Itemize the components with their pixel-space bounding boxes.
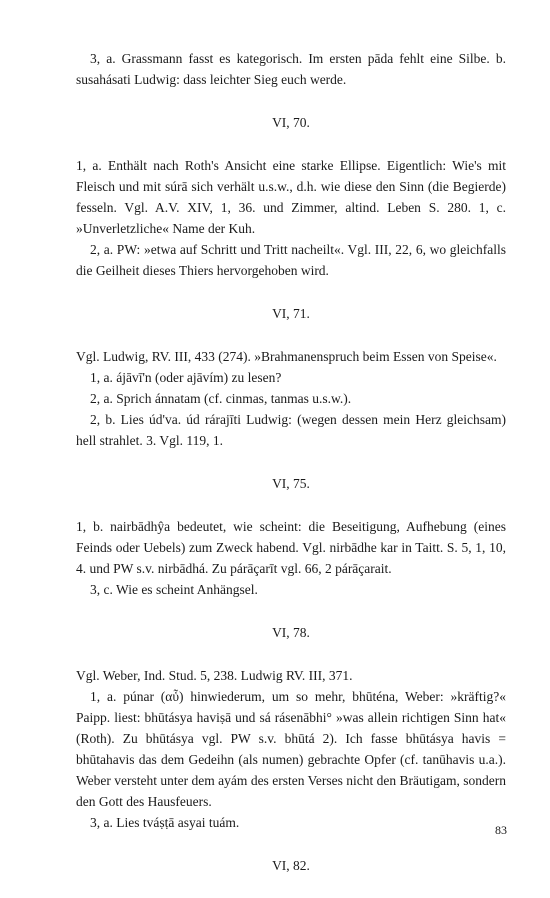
paragraph: 3, a. Grassmann fasst es kategorisch. Im ersten pāda fehlt eine Silbe. b. susahásati Ludwig: dass leichter Sieg euch werde. [76, 51, 506, 87]
paragraph: Vgl. Weber, Ind. Stud. 5, 238. Ludwig RV. III, 371. [76, 668, 353, 683]
page-body [76, 48, 506, 898]
paragraph: 3, a. Lies tváṣṭā asyai tuám. [90, 815, 240, 830]
section-heading: VI, 71. [272, 306, 310, 321]
paragraph: 1, b. nairbādhŷa bedeutet, wie scheint: die Beseitigung, Aufhebung (eines Feinds oder Uebels) zum Zweck habend. Vgl. nirbādhe kar in Taitt. S. 5, 1, 10, 4. und PW s.v. nirbādhá. Zu párāçarīt vgl. 66, 2 párāçarait. [76, 519, 506, 576]
paragraph: 2, b. Lies úd'va. úd rárajīti Ludwig: (wegen dessen mein Herz gleichsam) hell strahlet. 3. Vgl. 119, 1. [76, 412, 506, 448]
section-heading: VI, 78. [272, 625, 310, 640]
section-heading: VI, 70. [272, 115, 310, 130]
paragraph: 1, a. Enthält nach Roth's Ansicht eine starke Ellipse. Eigentlich: Wie's mit Fleisch und mit súrā sich verhält u.s.w., d.h. wie diese den Sinn (die Begierde) fesseln. Vgl. A.V. XIV, 1, 36. und Zimmer, altind. Leben S. 280. 1, c. »Unverletzliche« Name der Kuh. [76, 158, 506, 236]
paragraph: Vgl. Ludwig, RV. III, 433 (274). »Brahmanenspruch beim Essen von Speise«. [76, 349, 497, 364]
page-number: 83 [495, 823, 507, 837]
paragraph: 2, a. PW: »etwa auf Schritt und Tritt nacheilt«. Vgl. III, 22, 6, wo gleichfalls die Geilheit dieses Thiers hervorgehoben wird. [76, 242, 506, 278]
paragraph: 2, a. Sprich ánnatam (cf. cinmas, tanmas u.s.w.). [90, 391, 352, 406]
section-heading: VI, 75. [272, 476, 310, 491]
section-heading: VI, 82. [272, 858, 310, 873]
paragraph: 3, c. Wie es scheint Anhängsel. [90, 582, 258, 597]
paragraph: 1, a. púnar (αὖ) hinwiederum, um so mehr, bhūténa, Weber: »kräftig?« Paipp. liest: bhūtásya haviṣā und sá rásenābhi° »was allein richtigen Sinn hat« (Roth). Zu bhūtásya vgl. PW s.v. bhūtá 2). Ich fasse bhūtásya havis = bhūtahavis das dem Gedeihn (als numen) gebrachte Opfer (cf. tanūhavis u.a.). Weber versteht unter dem ayám des ersten Verses nicht den Bräutigam, sondern den Gott des Hausfeuers. [76, 689, 506, 809]
paragraph: 1, a. ájāvī'n (oder ajāvím) zu lesen? [90, 370, 282, 385]
